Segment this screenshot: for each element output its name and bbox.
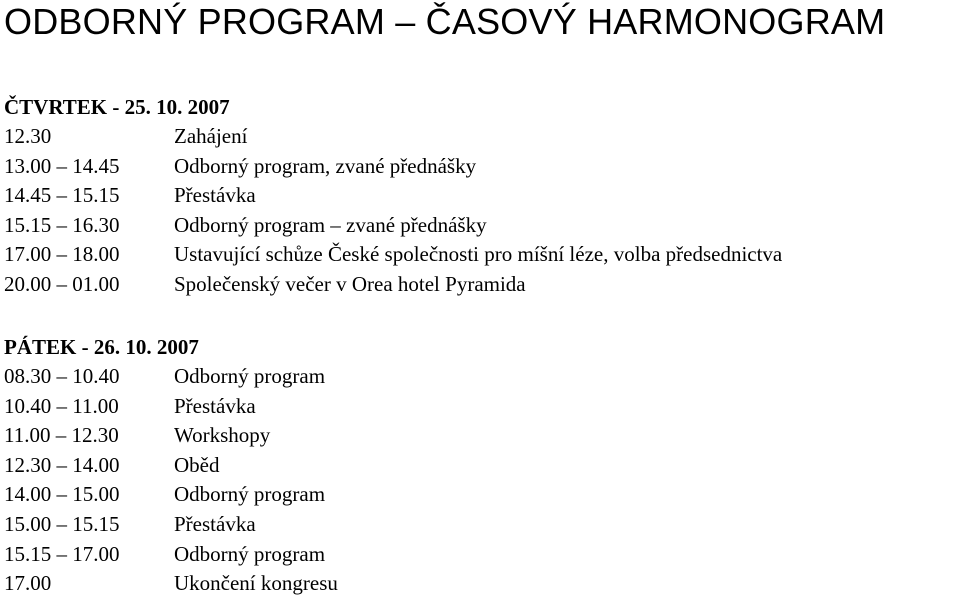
schedule-row <box>4 270 782 300</box>
row-event: Přestávka <box>174 511 256 536</box>
row-time: 17.00 <box>4 571 52 596</box>
row-time: 15.15 – 17.00 <box>4 541 120 566</box>
row-event: Ukončení kongresu <box>174 571 338 596</box>
row-time: 14.45 – 15.15 <box>4 183 120 208</box>
row-event: Přestávka <box>174 393 256 418</box>
schedule-row <box>4 392 338 422</box>
row-time: 14.00 – 15.00 <box>4 482 120 507</box>
page-title: ODBORNÝ PROGRAM – ČASOVÝ HARMONOGRAM <box>4 1 886 42</box>
row-event: Oběd <box>174 452 220 477</box>
row-event: Odborný program <box>174 482 326 507</box>
day-heading: ČTVRTEK - 25. 10. 2007 <box>4 95 230 119</box>
row-event: Odborný program <box>174 541 326 566</box>
schedule-row <box>4 480 338 510</box>
schedule-row <box>4 152 782 182</box>
schedule-row <box>4 362 338 392</box>
schedule-row <box>4 569 338 599</box>
schedule-row <box>4 540 338 570</box>
row-event: Odborný program – zvané přednášky <box>174 212 487 237</box>
schedule-day-thursday <box>4 93 782 300</box>
row-event: Přestávka <box>174 183 256 208</box>
row-event: Odborný program, zvané přednášky <box>174 153 477 178</box>
row-time: 08.30 – 10.40 <box>4 364 120 388</box>
schedule-day-friday <box>4 333 338 599</box>
row-time: 15.15 – 16.30 <box>4 212 120 237</box>
schedule-row <box>4 510 338 540</box>
row-event: Zahájení <box>174 124 248 148</box>
row-time: 12.30 – 14.00 <box>4 452 120 477</box>
schedule-row <box>4 181 782 211</box>
row-time: 10.40 – 11.00 <box>4 393 119 418</box>
row-time: 20.00 – 01.00 <box>4 271 120 296</box>
schedule-row <box>4 451 338 481</box>
row-time: 12.30 <box>4 124 52 148</box>
schedule-row <box>4 211 782 241</box>
day-heading: PÁTEK - 26. 10. 2007 <box>4 335 199 359</box>
row-event: Společenský večer v Orea hotel Pyramida <box>174 271 526 296</box>
schedule-row <box>4 122 782 152</box>
row-time: 13.00 – 14.45 <box>4 153 120 178</box>
schedule-row <box>4 421 338 451</box>
row-time: 17.00 – 18.00 <box>4 242 120 267</box>
row-event: Ustavující schůze České společnosti pro míšní léze, volba předsednictva <box>174 242 783 267</box>
row-event: Odborný program <box>174 364 326 388</box>
row-time: 11.00 – 12.30 <box>4 423 119 448</box>
row-event: Workshopy <box>174 423 271 448</box>
schedule-row <box>4 240 782 270</box>
row-time: 15.00 – 15.15 <box>4 511 120 536</box>
